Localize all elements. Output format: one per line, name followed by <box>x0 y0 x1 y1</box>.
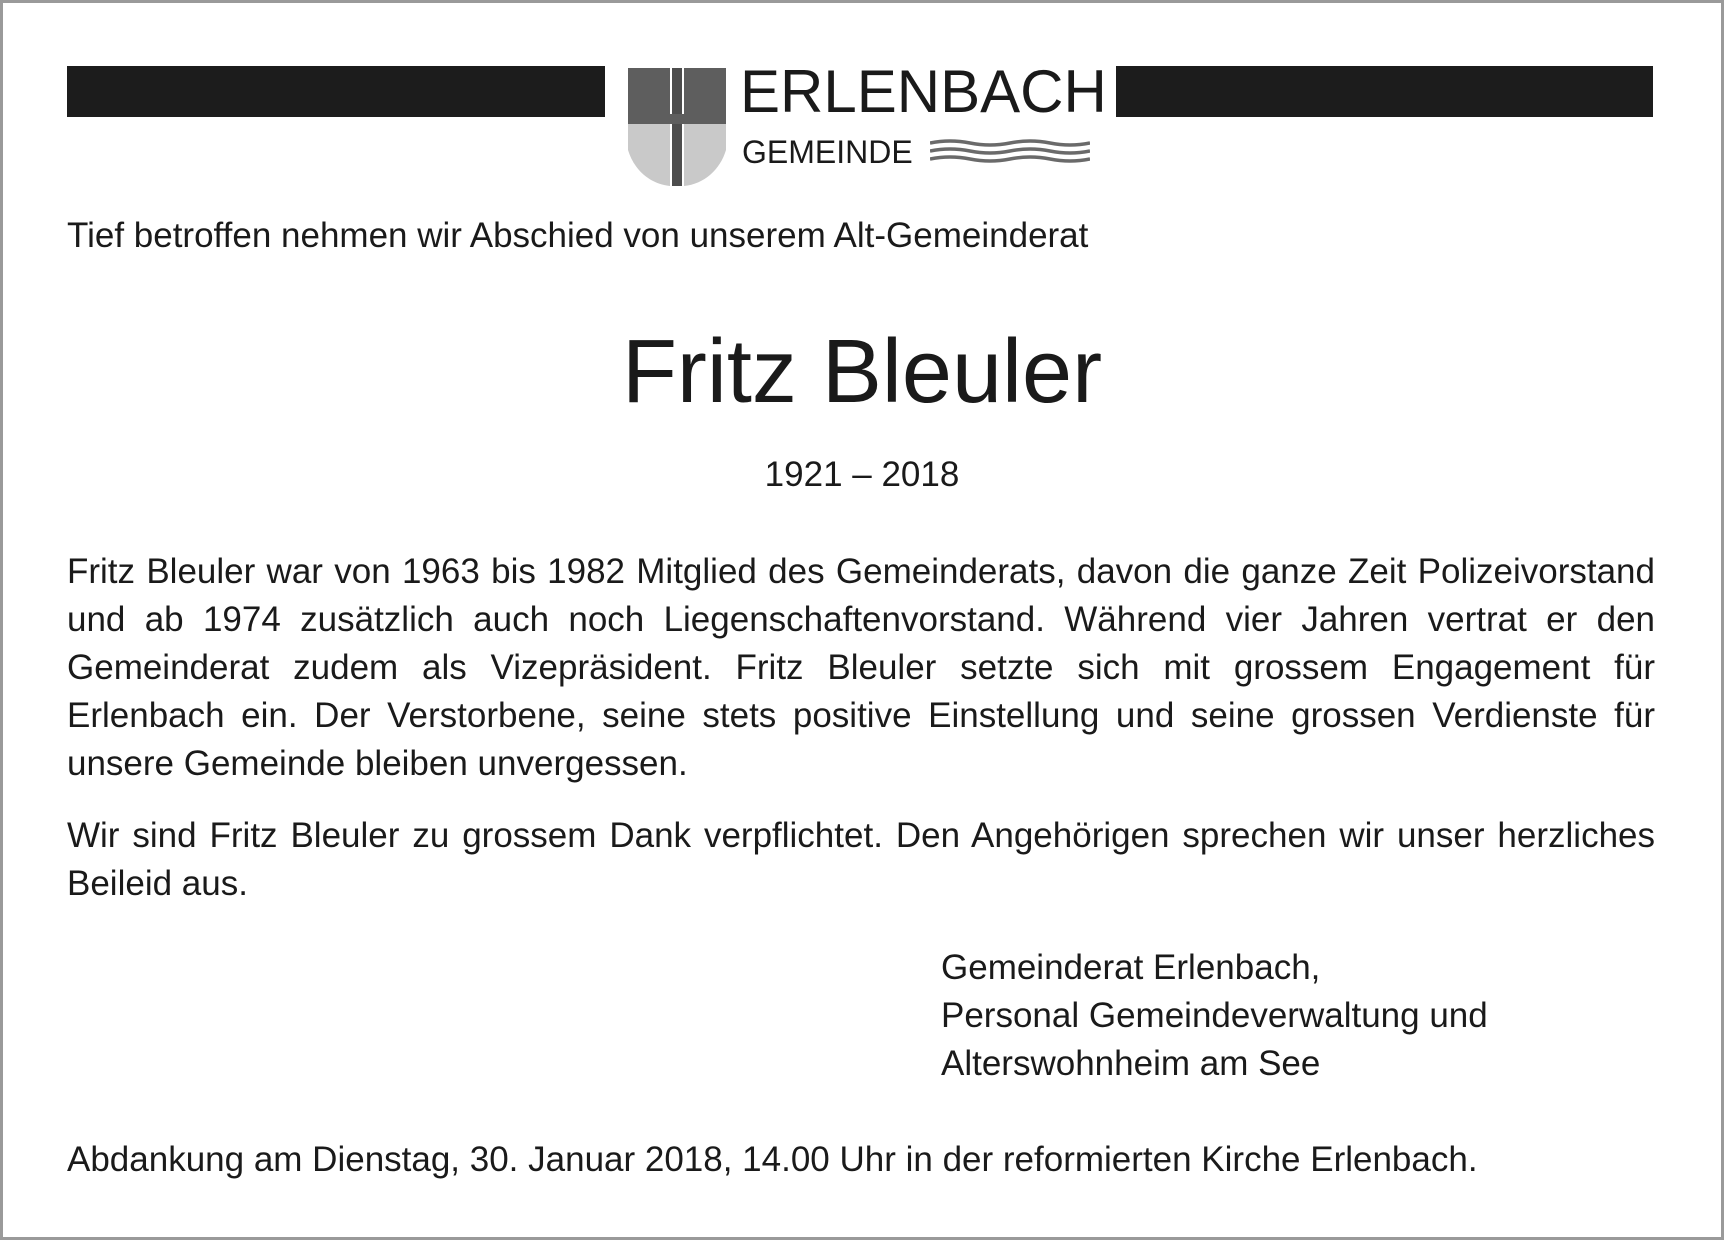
signature-line: Gemeinderat Erlenbach, <box>941 948 1321 987</box>
tribute-paragraph: Fritz Bleuler war von 1963 bis 1982 Mitglied des Gemeinderats, davon die ganze Zeit Polizeivorstand und ab 1974 zusätzlich auch noch Liegenschaftenvorstand. Während vier Jahren vertrat er den Gemeinderat zudem als Vizepräsident. Fritz Bleuler setzte sich mit grossem Engagement für Erlenbach ein. Der Verstorbene, seine stets positive Einstellung und seine grossen Verdienste für unsere Gemeinde bleiben unvergessen. <box>67 552 1655 783</box>
signature-line: Alterswohnheim am See <box>941 1044 1321 1083</box>
intro-text: Tief betroffen nehmen wir Abschied von unserem Alt-Gemeinderat <box>67 216 1089 255</box>
signature-line: Personal Gemeindeverwaltung und <box>941 996 1488 1035</box>
logo-subtitle: GEMEINDE <box>742 134 913 170</box>
header-rule-right <box>1116 66 1653 117</box>
signature-block <box>941 944 1488 1088</box>
logo-name: ERLENBACH <box>740 58 1107 125</box>
coat-of-arms-icon <box>628 68 726 186</box>
thanks-paragraph: Wir sind Fritz Bleuler zu grossem Dank verpflichtet. Den Angehörigen sprechen wir unser herzliches Beileid aus. <box>67 816 1655 903</box>
life-years: 1921 – 2018 <box>764 455 960 494</box>
ceremony-info: Abdankung am Dienstag, 30. Januar 2018, 14.00 Uhr in der reformierten Kirche Erlenbach. <box>67 1140 1478 1179</box>
header-rule-left <box>67 66 605 117</box>
municipality-logo <box>628 58 1107 188</box>
lake-waves-icon <box>930 138 1090 168</box>
deceased-name: Fritz Bleuler <box>621 322 1103 422</box>
